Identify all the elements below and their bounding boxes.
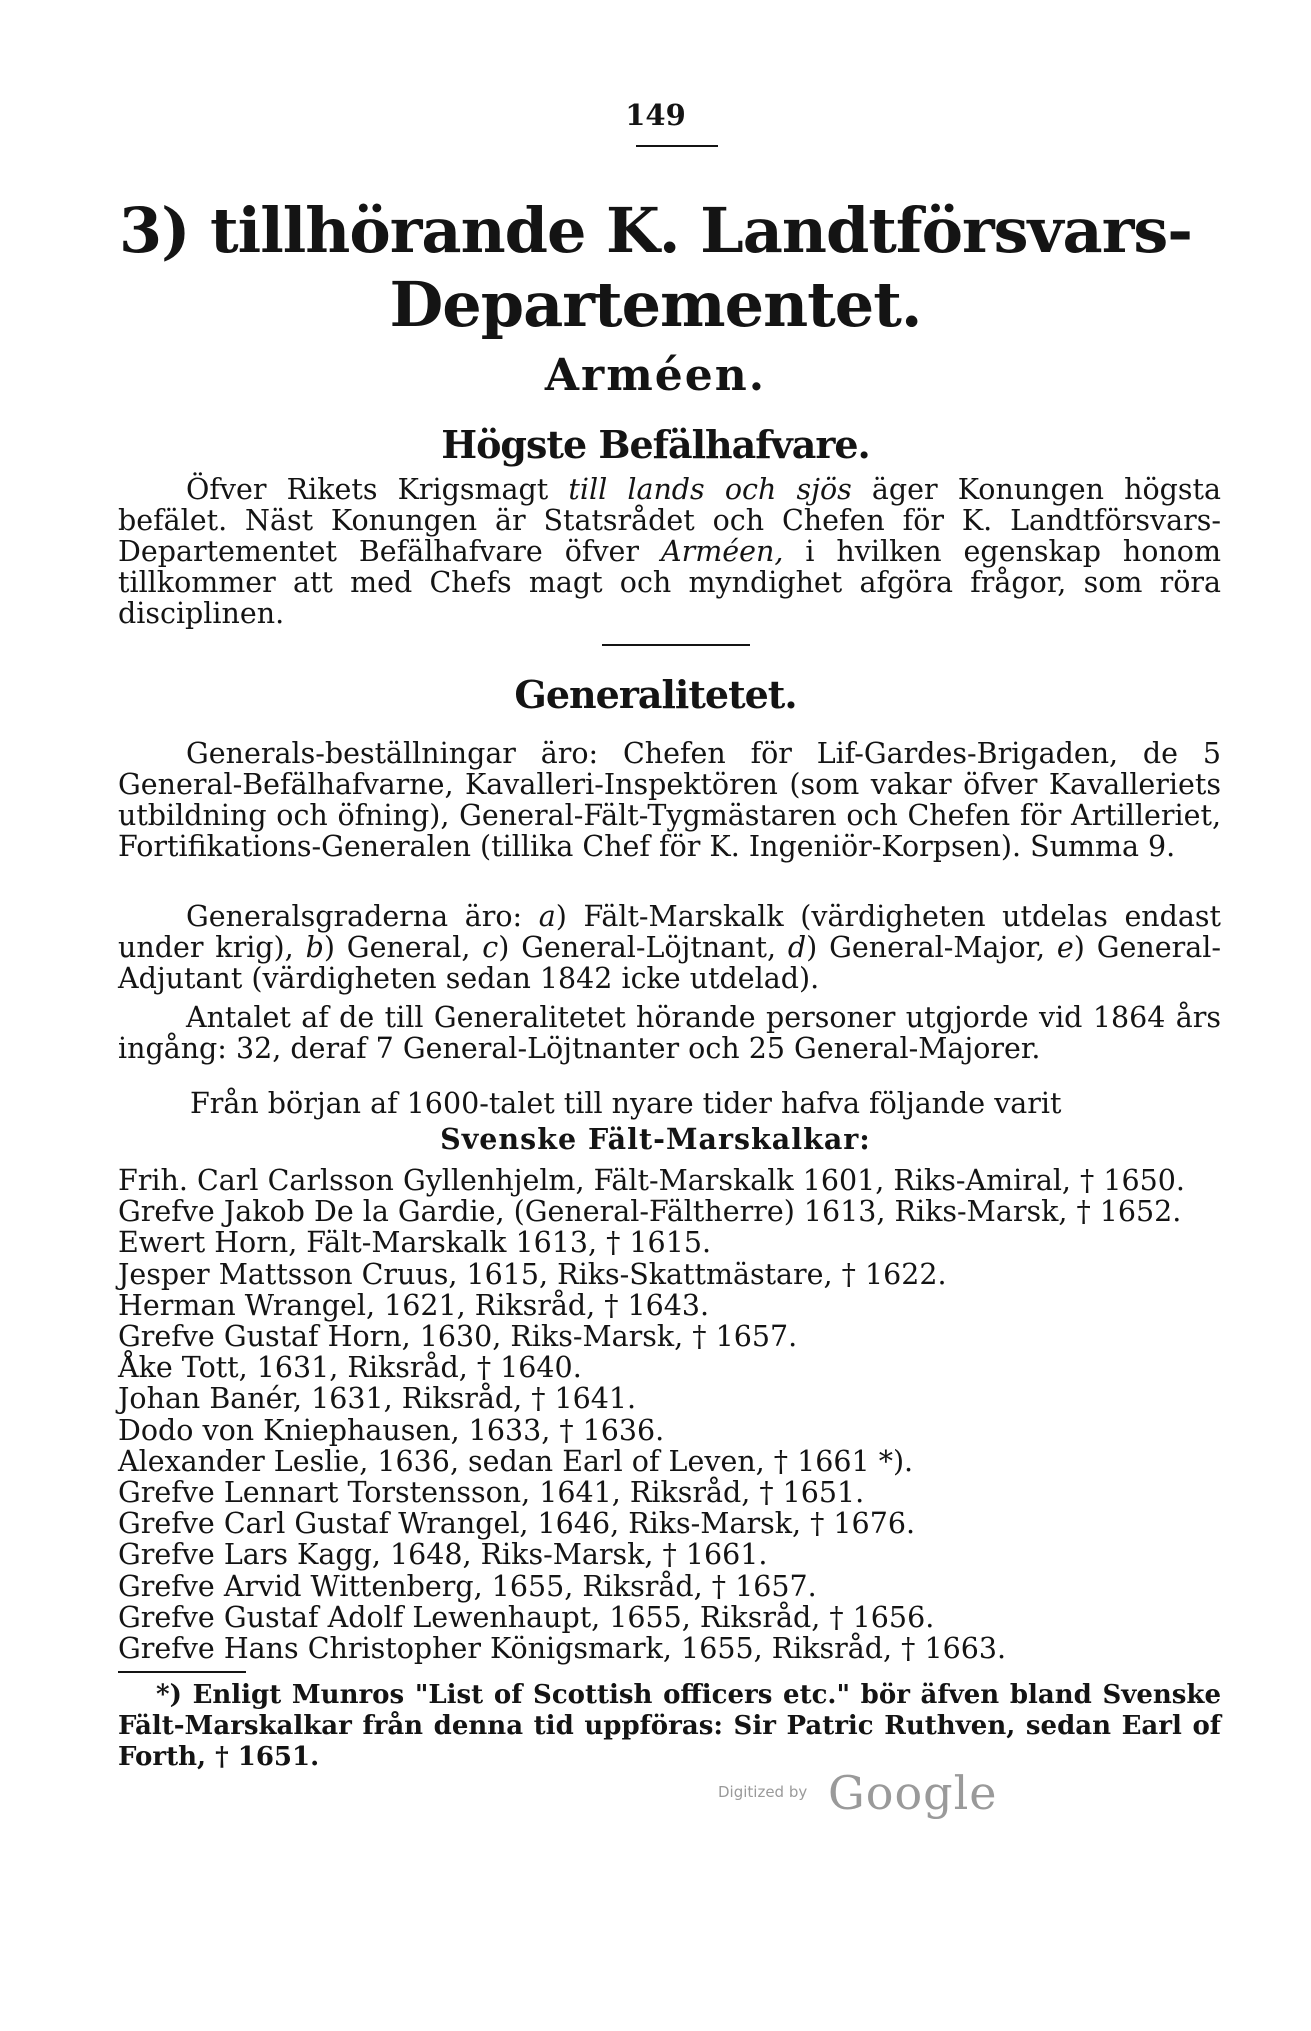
list-item: Ewert Horn, Fält-Marskalk 1613, † 1615.: [118, 1226, 712, 1260]
list-item: Grefve Hans Christopher Königsmark, 1655, Riksråd, † 1663.: [118, 1632, 1007, 1666]
list-item: Grefve Arvid Wittenberg, 1655, Riksråd, † 1657.: [118, 1569, 817, 1603]
list-item: Grefve Carl Gustaf Wrangel, 1646, Riks-Marsk, † 1676.: [118, 1507, 916, 1541]
list-item: Grefve Gustaf Adolf Lewenhaupt, 1655, Riksråd, † 1656.: [118, 1600, 935, 1634]
list-item: Grefve Jakob De la Gardie, (General-Fältherre) 1613, Riks-Marsk, † 1652.: [118, 1195, 1182, 1229]
list-item: Åke Tott, 1631, Riksråd, † 1640.: [118, 1351, 582, 1385]
section-heading-line1: 3) tillhörande K. Landtförsvars-: [118, 194, 1193, 267]
intro-paragraph: Öfver Rikets Krigsmagt till lands och sjös äger Konungen högsta befälet. Näst Konungen är Statsrådet och Chefen för K. Landtförsvars-Departementet Befälhafvare öfver Arméen, i hvilken egenskap honom tillkommer att med Chefs magt och myndighet afgöra frågor, som röra disciplinen.: [118, 473, 1221, 630]
google-watermark-logo: Google: [828, 1766, 998, 1820]
generalitetet-heading: Generalitetet.: [514, 672, 797, 717]
generalitetet-paragraph-2: Generalsgraderna äro: a) Fält-Marskalk (värdigheten utdelas endast under krig), b) General, c) General-Löjtnant, d) General-Major, e) General-Adjutant (värdigheten sedan 1842 icke utdelad).: [118, 900, 1221, 995]
footnote: *) Enligt Munros "List of Scottish officers etc." bör äfven bland Svenske Fält-Marskalkar från denna tid uppföras: Sir Patric Ruthven, sedan Earl of Forth, † 1651.: [118, 1680, 1221, 1772]
footnote-divider: [118, 1671, 246, 1673]
generalitetet-paragraph-3: Antalet af de till Generalitetet hörande personer utgjorde vid 1864 års ingång: 32, deraf 7 General-Löjtnanter och 25 General-Majorer.: [118, 1001, 1221, 1065]
digitized-by-label: Digitized by: [718, 1783, 808, 1801]
list-item: Johan Banér, 1631, Riksråd, † 1641.: [118, 1382, 637, 1416]
marshals-list: [118, 1165, 1228, 1664]
armeen-heading: Arméen.: [544, 350, 767, 401]
list-item: Alexander Leslie, 1636, sedan Earl of Leven, † 1661 *).: [118, 1444, 914, 1478]
list-item: Herman Wrangel, 1621, Riksråd, † 1643.: [118, 1288, 710, 1322]
generalitetet-paragraph-1: Generals-beställningar äro: Chefen för Lif-Gardes-Brigaden, de 5 General-Befälhafvarne, Kavalleri-Inspektören (som vakar öfver Kavalleriets utbildning och öfning), General-Fält-Tygmästaren och Chefen för Artilleriet, Fortifikations-Generalen (tillika Chef för K. Ingeniör-Korpsen). Summa 9.: [118, 737, 1221, 863]
list-item: Jesper Mattsson Cruus, 1615, Riks-Skattmästare, † 1622.: [118, 1257, 947, 1291]
befalhafvare-heading: Högste Befälhafvare.: [441, 422, 870, 467]
marshals-intro-line: Från början af 1600-talet till nyare tider hafva följande varit: [190, 1087, 1062, 1120]
list-item: Grefve Gustaf Horn, 1630, Riks-Marsk, † 1657.: [118, 1320, 798, 1354]
section-heading-line2: Departementet.: [389, 268, 922, 341]
section-divider: [602, 644, 750, 646]
list-item: Dodo von Kniephausen, 1633, † 1636.: [118, 1413, 665, 1447]
page-number: 149: [625, 98, 686, 132]
list-item: Frih. Carl Carlsson Gyllenhjelm, Fält-Marskalk 1601, Riks-Amiral, † 1650.: [118, 1164, 1185, 1197]
list-item: Grefve Lars Kagg, 1648, Riks-Marsk, † 1661.: [118, 1538, 768, 1572]
page-number-underline: [636, 145, 718, 147]
marshals-list-title: Svenske Fält-Marskalkar:: [440, 1122, 871, 1156]
list-item: Grefve Lennart Torstensson, 1641, Riksråd, † 1651.: [118, 1476, 865, 1510]
